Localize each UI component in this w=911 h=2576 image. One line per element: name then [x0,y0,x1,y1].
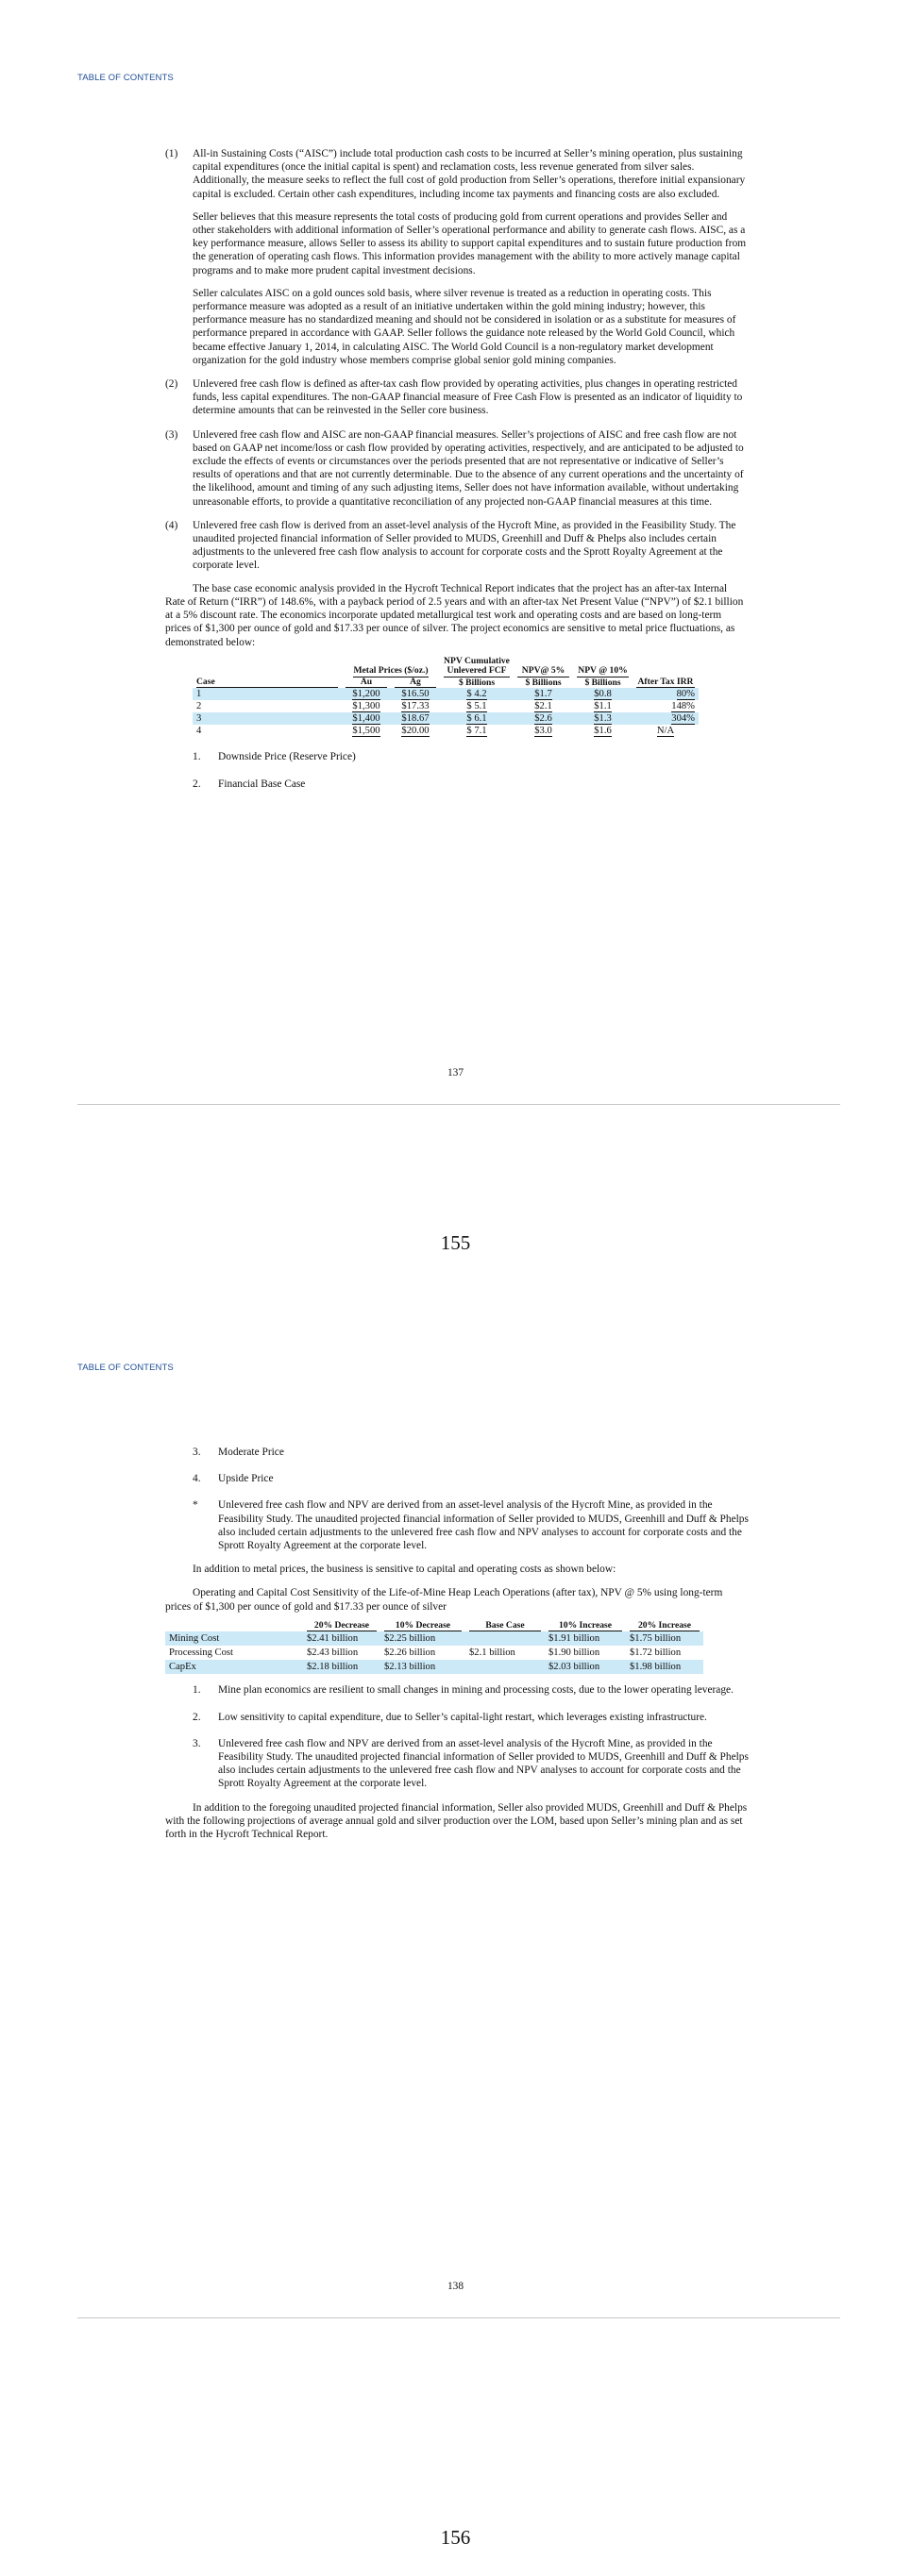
ag-cell: $18.67 [401,712,430,724]
page-number: 137 [447,1067,464,1079]
value-cell: $2.41 billion [307,1632,359,1644]
footnote-number: (2) [165,378,178,391]
footnote-3-text: Unlevered free cash flow and AISC are non-GAAP financial measures. Seller’s projections of AISC and free cash flow are not based on GAAP net income/loss or cash flow provided by operating activities, respectively, and are anticipated to be adjusted to exclude the effects of events or circumstances over the periods presented that are not representative or indicative of Seller’s results of operations and that are not currently determinable. Due to the absence of any current operations and the uncertainty of the likelihood, amount and timing of any such adjusting items, Seller does not have information available, without undertaking unreasonable efforts, to provide a quantitative reconciliation of any projected non-GAAP financial measures at this time. [193,428,744,508]
cost-sensitivity-table [165,1621,703,1675]
fcf-cell: $ 4.2 [466,688,487,699]
table-row [165,1646,703,1660]
note-unlevered-fcf-npv: Unlevered free cash flow and NPV are derived from an asset-level analysis of the Hycroft Mine, as provided in the Feasibility Study. The unaudited projected financial information of Seller provided to MUDS, Greenhill and Duff & Phelps also includes certain adjustments to the unlevered free cash flow and NPV analyses to account for corporate costs and the Sprott Royalty Agreement at the corporate level. [218,1737,749,1790]
note-mine-plan-economics: Mine plan economics are resilient to small changes in mining and processing costs, due to the lower operating leverage. [218,1684,734,1697]
fcf-cell: $ 5.1 [466,700,487,711]
ag-cell: $20.00 [401,725,430,736]
npv5-cell: $2.1 [534,700,552,711]
irr-cell: 304% [671,712,695,724]
page-number: 138 [447,2281,464,2292]
npv10-cell: $1.3 [594,712,612,724]
footnote-2-text: Unlevered free cash flow is defined as after-tax cash flow provided by operating activities, plus changes in operating restricted funds, less capital expenditures. The non-GAAP financial measure of Free Cash Flow is presented as an indicator of liquidity to determine amounts that can be reinvested in the Seller core business. [193,378,743,417]
row-label: Mining Cost [169,1632,220,1644]
footnote-2 [165,377,749,418]
value-cell: $2.26 billion [384,1647,436,1658]
au-cell: $1,500 [352,725,380,736]
note-financial-base-case: Financial Base Case [218,778,306,790]
header-10-increase: 10% Increase [548,1621,622,1632]
header-npv-cumulative: NPV Cumulative Unlevered FCF [444,655,510,677]
npv10-cell: $0.8 [594,688,612,699]
row-label: CapEx [169,1661,196,1672]
foregoing-paragraph: In addition to the foregoing unaudited projected financial information, Seller also provided MUDS, Greenhill and Duff & Phelps with the following projections of average annual gold and silver production over the LOM, based upon Seller’s mining plan and as set forth in the Hycroft Technical Report. [165,1801,748,1841]
value-cell: $2.1 billion [469,1647,515,1658]
value-cell: $2.13 billion [384,1661,436,1672]
value-cell [465,1631,545,1646]
row-label: Processing Cost [169,1647,233,1658]
irr-cell: 148% [671,700,695,711]
list-number: 3. [193,1737,201,1749]
list-item [193,1711,749,1724]
page-divider [77,1104,840,1105]
note-unlevered-fcf: Unlevered free cash flow and NPV are derived from an asset-level analysis of the Hycroft Mine, as provided in the Feasibility Study. The unaudited projected financial information of Seller provided to MUDS, Greenhill and Duff & Phelps also included certain adjustments to the unlevered free cash flow and NPV analyses to account for corporate costs and the Sprott Royalty Agreement at the corporate level. [218,1499,749,1552]
footnote-4-text: Unlevered free cash flow is derived from an asset-level analysis of the Hycroft Mine, as provided in the Feasibility Study. The unaudited projected financial information of Seller provided to MUDS, Greenhill and Duff & Phelps also includes certain adjustments to the unlevered free cash flow analysis to account for corporate costs and the Sprott Royalty Agreement at the corporate level. [193,519,736,572]
value-cell: $1.90 billion [548,1647,600,1658]
case-cell: 1 [193,688,342,700]
fcf-cell: $ 7.1 [466,725,487,736]
value-cell: $2.25 billion [384,1632,436,1644]
fcf-cell: $ 6.1 [466,712,487,724]
table-row [193,712,699,725]
footnote-number: (1) [165,148,178,159]
footnote-number: (4) [165,519,178,531]
list-number: 2. [193,1711,201,1723]
header-10-decrease: 10% Decrease [384,1621,462,1632]
header-after-tax-irr: After Tax IRR [637,676,694,687]
header-case: Case [196,677,338,689]
npv5-cell: $2.6 [534,712,552,724]
list-number: 1. [193,751,201,763]
footnote-3 [165,428,749,509]
value-cell [465,1660,545,1674]
header-20-increase: 20% Increase [630,1621,700,1632]
irr-cell: N/A [656,725,675,736]
irr-cell: 80% [676,688,695,699]
base-case-paragraph: The base case economic analysis provided in the Hycroft Technical Report indicates that the project has an after-tax Internal Rate of Return (“IRR”) of 148.6%, with a payback period of 2.5 years and with an after-tax Net Present Value (“NPV”) of $2.1 billion at a 5% discount rate. The economics incorporate updated metallurgical test work and operating costs and are based on long-term prices of $1,300 per ounce of gold and $17.33 per ounce of silver. The project economics are sensitive to metal price fluctuations, as demonstrated below: [165,582,744,648]
footnote-1-paragraph-3: Seller calculates AISC on a gold ounces sold basis, where silver revenue is treated as a reduction in operating costs. This performance measure was adopted as a result of an initiative undertaken within the gold mining industry; however, this performance measure has no standardized meaning and should not be considered in isolation or as a substitute for measures of performance prepared in accordance with GAAP. Seller follows the guidance note released by the World Gold Council, which became effective January 1, 2014, in calculating AISC. The World Gold Council is a non-regulatory market development organization for the gold industry whose members comprise global senior gold mining companies. [193,287,736,366]
table-row [193,725,699,737]
npv10-cell: $1.6 [594,725,612,736]
value-cell: $1.98 billion [630,1661,682,1672]
table-row [165,1660,703,1674]
list-item [193,778,749,791]
au-cell: $1,200 [352,688,380,699]
footnote-1 [165,147,749,367]
list-number: 3. [193,1447,201,1458]
sensitivity-intro: In addition to metal prices, the business is sensitive to capital and operating costs as shown below: [193,1564,616,1576]
header-ag: Ag [395,677,436,689]
footnote-1-paragraph-2: Seller believes that this measure represents the total costs of producing gold from current operations and provides Seller and other stakeholders with additional information of Seller’s operational performance and ability to generate cash flows. AISC, as a key performance measure, allows Seller to assess its ability to support capital expenditures and to sustain future production from the generation of operating cash flows. This information provides management with the ability to more actively manage capital programs and to make more prudent capital investment decisions. [193,210,747,276]
value-cell: $1.72 billion [630,1647,682,1658]
case-cell: 3 [193,712,342,725]
npv10-cell: $1.1 [594,700,612,711]
list-item [193,1737,749,1791]
sensitivity-table-title: Operating and Capital Cost Sensitivity of the Life-of-Mine Heap Leach Operations (after tax), NPV @ 5% using long-term prices of $1,300 per ounce of gold and $17.33 per ounce of silver [165,1587,723,1613]
list-number: 4. [193,1473,201,1485]
case-cell: 4 [196,725,202,736]
header-au: Au [346,677,387,689]
header-npv-5: NPV@ 5% [517,666,569,677]
page-137-body [165,147,749,791]
header-base-case: Base Case [469,1621,541,1632]
header-unit: $ Billions [584,677,621,688]
value-cell: $2.43 billion [307,1647,359,1658]
table-row [165,1631,703,1646]
ag-cell: $17.33 [401,700,430,711]
list-item [193,750,749,763]
note-capital-sensitivity: Low sensitivity to capital expenditure, due to Seller’s capital-light restart, which leverages existing infrastructure. [218,1711,707,1723]
list-number: * [193,1499,198,1512]
footnote-1-paragraph-1: All-in Sustaining Costs (“AISC”) include total production cash costs to be incurred at Seller’s mining operation, plus sustaining capital expenditures (once the initial capital is spent) and reclamation costs, less revenue generated from silver sales. Additionally, the measure seeks to reflect the full cost of gold production from Seller’s operations, therefore initial expansionary capital is excluded. Certain other cash expenditures, including income tax payments and financing costs are also excluded. [193,148,746,200]
page-138-body [165,1446,749,1841]
value-cell: $1.91 billion [548,1632,600,1644]
list-number: 1. [193,1684,201,1697]
note-upside-price: Upside Price [218,1473,274,1485]
header-unit: $ Billions [525,677,562,688]
value-cell: $1.75 billion [630,1632,682,1644]
table-of-contents-link[interactable]: TABLE OF CONTENTS [77,1363,174,1373]
au-cell: $1,400 [352,712,380,724]
list-item [193,1683,749,1697]
list-item [193,1472,749,1485]
npv5-cell: $3.0 [534,725,552,736]
header-metal-prices: Metal Prices ($/oz.) [353,665,429,677]
au-cell: $1,300 [352,700,380,711]
page-divider [77,2317,840,2318]
header-npv-10: NPV @ 10% [578,665,628,677]
header-unit: $ Billions [458,677,496,688]
list-item [193,1498,749,1552]
note-moderate-price: Moderate Price [218,1447,284,1458]
note-downside-price: Downside Price (Reserve Price) [218,751,356,763]
value-cell: $2.18 billion [307,1661,359,1672]
case-cell: 2 [196,700,202,711]
table-row [193,700,699,712]
ag-cell: $16.50 [401,688,430,699]
sheet-number: 156 [440,2526,471,2549]
sheet-number: 155 [440,1231,471,1254]
footnote-4 [165,519,749,573]
table-row [193,688,699,700]
header-20-decrease: 20% Decrease [307,1621,377,1632]
list-number: 2. [193,778,201,790]
table-of-contents-link[interactable]: TABLE OF CONTENTS [77,73,174,83]
footnote-number: (3) [165,428,178,441]
list-item [193,1446,749,1459]
value-cell: $2.03 billion [548,1661,600,1672]
npv5-cell: $1.7 [534,688,552,699]
metal-price-sensitivity-table [193,657,699,738]
